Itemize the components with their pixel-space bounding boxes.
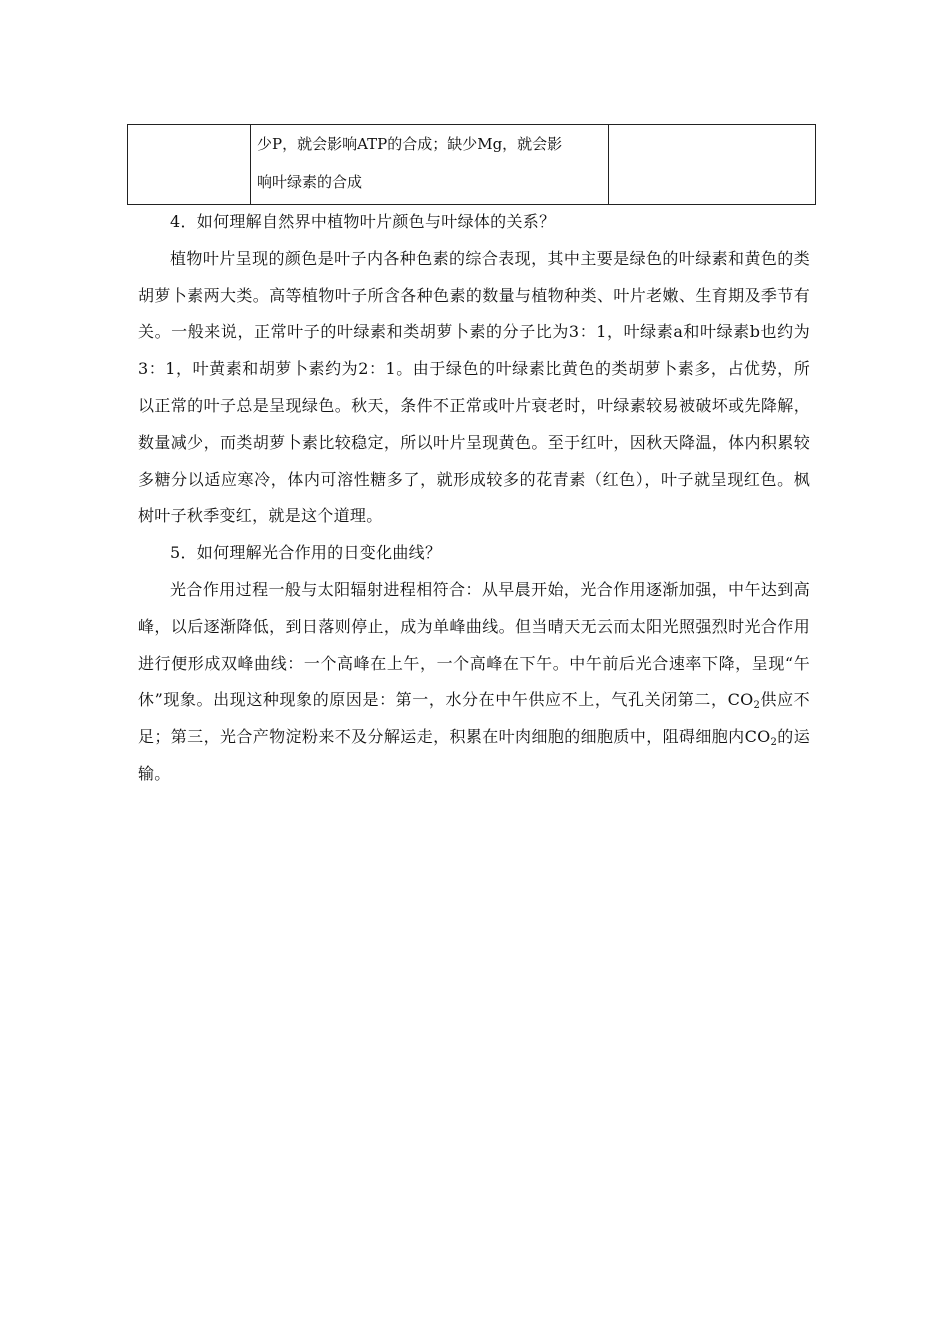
answer-text: 光合作用过程一般与太阳辐射进程相符合：从早晨开始，光合作用逐渐加强，中午达到高峰，以后逐渐降低，到日落则停止，成为单峰曲线。但当晴天无云而太阳光照强烈时光合作用进行便形成双峰曲线：一个高峰在上午，一个高峰在下午。中午前后光合速率下降，呈现“午休”现象。出现这种现象的原因是：第一，水分在中午供应不上，气孔关闭第二，CO [138, 579, 810, 710]
table-cell-left [128, 125, 251, 205]
table-cell-line: 少P，就会影响ATP的合成；缺少Mg，就会影 [257, 135, 563, 153]
table-cell-middle [251, 125, 609, 205]
subscript: 2 [753, 700, 761, 712]
answer-text: 供应不足；第三，光合产物淀粉来不及分解运走，积累在叶肉细胞的细胞质中，阻碍细胞内CO [138, 690, 810, 747]
question-5-answer [138, 572, 810, 793]
question-4-answer: 植物叶片呈现的颜色是叶子内各种色素的综合表现，其中主要是绿色的叶绿素和黄色的类胡萝卜素两大类。高等植物叶子所含各种色素的数量与植物种类、叶片老嫩、生育期及季节有关。一般来说，正常叶子的叶绿素和类胡萝卜素的分子比为3：1，叶绿素a和叶绿素b也约为3：1，叶黄素和胡萝卜素约为2：1。由于绿色的叶绿素比黄色的类胡萝卜素多，占优势，所以正常的叶子总是呈现绿色。秋天，条件不正常或叶片衰老时，叶绿素较易被破坏或先降解，数量减少，而类胡萝卜素比较稳定，所以叶片呈现黄色。至于红叶，因秋天降温，体内积累较多糖分以适应寒冷，体内可溶性糖多了，就形成较多的花青素（红色），叶子就呈现红色。枫树叶子秋季变红，就是这个道理。 [138, 248, 810, 526]
question-4-heading: 4．如何理解自然界中植物叶片颜色与叶绿体的关系？ [170, 212, 556, 231]
answer-text: 的运输。 [138, 727, 810, 783]
table-cell-right [609, 125, 816, 205]
table-row [128, 125, 816, 205]
continued-table [127, 124, 816, 205]
table-cell-line: 响叶绿素的合成 [257, 173, 363, 191]
question-5-heading: 5．如何理解光合作用的日变化曲线？ [170, 543, 442, 563]
body-text [138, 204, 810, 793]
subscript: 2 [770, 737, 778, 749]
